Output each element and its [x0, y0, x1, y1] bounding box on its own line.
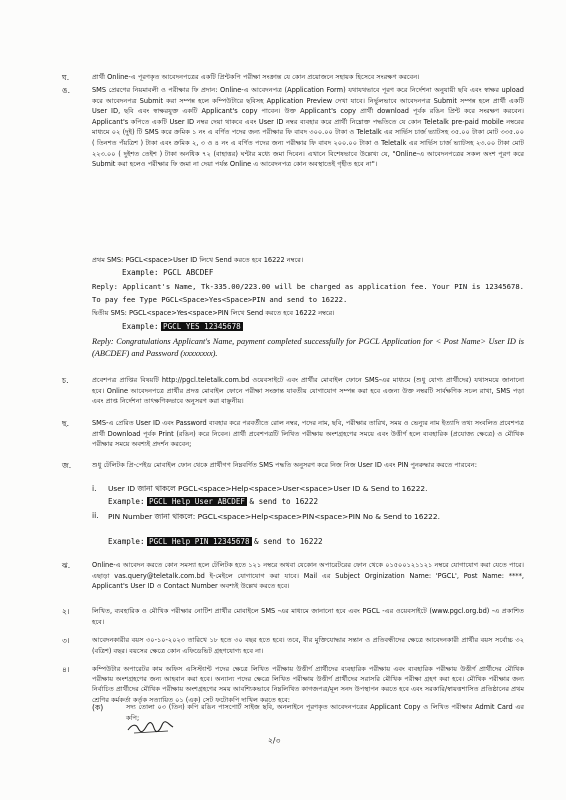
signature-drawing	[126, 714, 176, 738]
sms-second-label: দ্বিতীয় SMS: PGCL<space>Yes<space>PIN লিখে Send করতে হবে 16222 নম্বরে।	[92, 309, 335, 317]
example-highlight: PGCL Help PIN 12345678	[149, 537, 250, 546]
section-text: লিখিত, ব্যবহারিক ও মৌখিক পরীক্ষার নোটিশ প্রার্থীর মোবাইলে SMS -এর মাধ্যমে জানানো হবে এবং PGCL -এর ওয়েবসাইটে (www.pgcl.org.bd) -এ প্রকাশিত হবে।	[92, 607, 524, 626]
item-marker: (ক)	[92, 703, 104, 712]
example-highlight: PGCL Help User ABCDEF	[149, 497, 246, 506]
item-text: সদ্য তোলা ০৩ (তিন) কপি রঙিন পাসপোর্ট সাইজ ছবি, অনলাইনে পূরণকৃত আবেদনপত্রের Applicant Copy ও লিখিত পরীক্ষার Admit Card এর কপি;	[126, 703, 524, 722]
example-prefix: Example:	[108, 497, 145, 506]
sms-first-label: প্রথম SMS: PGCL<space>User ID লিখে Send করতে হবে 16222 নম্বরে।	[92, 256, 304, 264]
section-text: আবেদনকারীর বয়স ৩০-১০-২০২৩ তারিখে ১৮ হতে ৩০ বছর হতে হবে। তবে, বীর মুক্তিযোদ্ধার সন্তান ও প্রতিবন্ধীদের ক্ষেত্রে আবেদনকারী প্রার্থীর বয়স সর্বোচ্চ ৩২ (বত্রিশ) বছর। বয়সের ক্ষেত্রে কোন এফিডেভিট গ্রহণযোগ্য হবে না।	[92, 636, 524, 655]
example-highlight: PGCL YES 12345678	[163, 322, 241, 331]
item-marker: জ.	[62, 461, 72, 470]
item-text: SMS-এ প্রেরিত User ID এবং Password ব্যবহার করে পরবর্তীতে রোল নম্বর, পদের নাম, ছবি, পরীক্ষার তারিখ, সময় ও ভেন্যুর নাম ইত্যাদি তথ্য সংবলিত প্রবেশপত্র প্রার্থী Download পূর্বক Print (রঙিন) করে নিবেন। প্রার্থী প্রবেশপত্রটি লিখিত পরীক্ষায় অংশগ্রহণের সময়ে এবং উত্তীর্ণ হলে ব্যবহারিক (প্রযোজ্য ক্ষেত্রে) ও মৌখিক পরীক্ষার সময়ে অবশ্যই প্রদর্শন করবেন;	[92, 419, 524, 449]
item-marker: চ.	[62, 376, 69, 385]
signature	[126, 714, 176, 742]
item-text: User ID জানা থাকলে PGCL<space>Help<space>User<space>User ID & Send to 16222.	[108, 484, 428, 493]
item-marker: i.	[92, 484, 97, 493]
section-marker: ২।	[62, 607, 70, 616]
sms-first-example-text: Example: PGCL ABCDEF	[122, 268, 214, 277]
example-suffix: & send to 16222	[254, 537, 323, 546]
example-suffix: & send to 16222	[249, 497, 319, 506]
item-text: SMS প্রেরণের নিয়মাবলী ও পরীক্ষার ফি প্রদান: Online-এ আবেদনপত্র (Application Form) যথাযথভাবে পূরণ করে নির্দেশনা অনুযায়ী ছবি এবং স্বাক্ষর upload করে আবেদনপত্র Submit করা সম্পন্ন হলে কম্পিউটারে ছবিসহ Application Preview দেখা যাবে। নির্ভুলভাবে আবেদনপত্র Submit সম্পন্ন হলে প্রার্থী একটি User ID, ছবি এবং স্বাক্ষরযুক্ত একটি Applicant's copy পাবেন। উক্ত Applicant's copy প্রার্থী download পূর্বক রঙিন প্রিন্ট করে সংরক্ষণ করবেন। Applicant's কপিতে একটি User ID নম্বর দেয়া থাকবে এবং User ID নম্বর ব্যবহার করে প্রার্থী নিম্নোক্ত পদ্ধতিতে যে কোন Teletalk pre-paid mobile নম্বরের মাধ্যমে ০২ (দুই) টি SMS করে ক্রমিক ১ নং এ বর্ণিত পদের জন্য পরীক্ষার ফি বাবদ ৩০০.০০ টাকা ও Teletalk এর সার্ভিস চার্জ ভ্যাটসহ ৩৫.০০ টাকা মোট ৩৩৫.০০ ( তিনশত পঁয়ত্রিশ ) টাকা এবং ক্রমিক ২, ৩ ও ৪ নং এ বর্ণিত পদের জন্য পরীক্ষার ফি বাবদ ২০০.০০ টাকা ও Teletalk এর সার্ভিস চার্জ ভ্যাটসহ ২৩.০০ টাকা মোট ২২৩.০০ ( দুইশত তেইশ ) টাকা অনধিক ৭২ (বাহাত্তর) ঘন্টার মধ্যে জমা দিবেন। এখানে বিশেষভাবে উল্লেখ্য যে, "Online-এ আবেদনপত্রের সকল অংশ পূরণ করে Submit করা হলেও পরীক্ষার ফি জমা না দেয়া পর্যন্ত Online এ আবেদনপত্র কোন অবস্থাতেই গৃহীত হবে না"।	[92, 86, 524, 169]
section-marker: ৪।	[62, 665, 70, 674]
item-marker: ছ.	[62, 419, 70, 428]
reply-first-text: Reply: Applicant's Name, Tk-335.00/223.00 will be charged as application fee. Your PIN is 12345678. To pay fee Type PGCL<Space>Yes<Space>PIN and send to 16222.	[92, 282, 524, 304]
item-text: PIN Number জানা থাকলে: PGCL<space>Help<space>PIN<space>PIN No & Send to 16222.	[108, 512, 440, 521]
example-prefix: Example:	[108, 537, 145, 546]
item-marker: ii.	[92, 511, 99, 520]
reply-second-text: Reply: Congratulations Applicant's Name, payment completed successfully for PGCL Application for < Post Name> User ID is (ABCDEF) and Password (xxxxxxxx).	[92, 337, 524, 359]
item-marker: ঙ.	[62, 86, 70, 95]
item-text: শুধু টেলিটক প্রি-পেইড মোবাইল ফোন থেকে প্রার্থীগণ নিম্নবর্ণিত SMS পদ্ধতি অনুসরণ করে নিজ নিজ User ID এবং PIN পুনরুদ্ধার করতে পারবেন:	[92, 461, 477, 469]
section-text: কম্পিউটার অপারেটর কাম অফিস এসিস্ট্যান্ট পদের ক্ষেত্রে লিখিত পরীক্ষায় উত্তীর্ণ প্রার্থীদের ব্যবহারিক পরীক্ষায় এবং ব্যবহারিক পরীক্ষায় উত্তীর্ণ প্রার্থীদের মৌখিক পরীক্ষায় অংশগ্রহণের জন্য আহবান করা হবে। অন্যান্য পদের ক্ষেত্রে লিখিত পরীক্ষায় উত্তীর্ণ প্রার্থীদের সরাসরি মৌখিক পরীক্ষা গ্রহণ করা হবে। মৌখিক পরীক্ষার জন্য নির্বাচিত প্রার্থীদের মৌখিক পরীক্ষায় অংশগ্রহণের সময় আবশ্যিকভাবে নিম্নলিখিত কাগজপত্র/মূল সনদ উপস্থাপন করতে হবে এবং সরকারি/স্বায়ত্তশাসিত প্রতিষ্ঠানের প্রথম শ্রেণির কর্মকর্তা কর্তৃক সত্যায়িত ০১ (এক) সেট ফটোকপি দাখিল করতে হবে:	[92, 665, 524, 704]
section-marker: ৩।	[62, 636, 70, 645]
page-number: ২/৩	[268, 736, 281, 745]
example-prefix: Example:	[122, 322, 159, 331]
item-marker: ঘ.	[62, 73, 70, 82]
item-marker: ঝ.	[62, 561, 71, 570]
item-text: প্রার্থী Online-এ পূরণকৃত আবেদনপত্রের একটি প্রিন্টকপি পরীক্ষা সংক্রান্ত যে কোন প্রয়োজনে সহায়ক হিসেবে সংরক্ষণ করবেন।	[92, 73, 420, 81]
item-text: প্রবেশপত্র প্রাপ্তির বিষয়টি http://pgcl.teletalk.com.bd ওয়েবসাইটে এবং প্রার্থীর মোবাইল ফোনে SMS-এর মাধ্যমে (শুধু যোগ্য প্রার্থীদের) যথাসময়ে জানানো হবে। Online আবেদনপত্রে প্রার্থীর প্রদত্ত মোবাইল ফোনে পরীক্ষা সংক্রান্ত যাবতীয় যোগাযোগ সম্পন্ন করা হবে এজন্য উক্ত নম্বরটি সার্বক্ষণিক সচল রাখা, SMS পড়া এবং প্রাপ্ত নির্দেশনা তাৎক্ষণিকভাবে অনুসরণ করা বাঞ্ছনীয়।	[92, 376, 524, 406]
item-text: Online-এ আবেদন করতে কোন সমস্যা হলে টেলিটক হতে ১২১ নম্বরে অথবা যেকোন অপারেটরের ফোন থেকে ০১৫০০১২১১২১ নম্বরে যোগাযোগ করা যেতে পারে। এছাড়া vas.query@teletalk.com.bd ই-মেইলে যোগাযোগ করা যাবে। Mail এর Subject Orginization Name: 'PGCL', Post Name: ****, Applicant's User ID ও Contact Number অবশ্যই উল্লেখ করতে হবে।	[92, 561, 524, 591]
